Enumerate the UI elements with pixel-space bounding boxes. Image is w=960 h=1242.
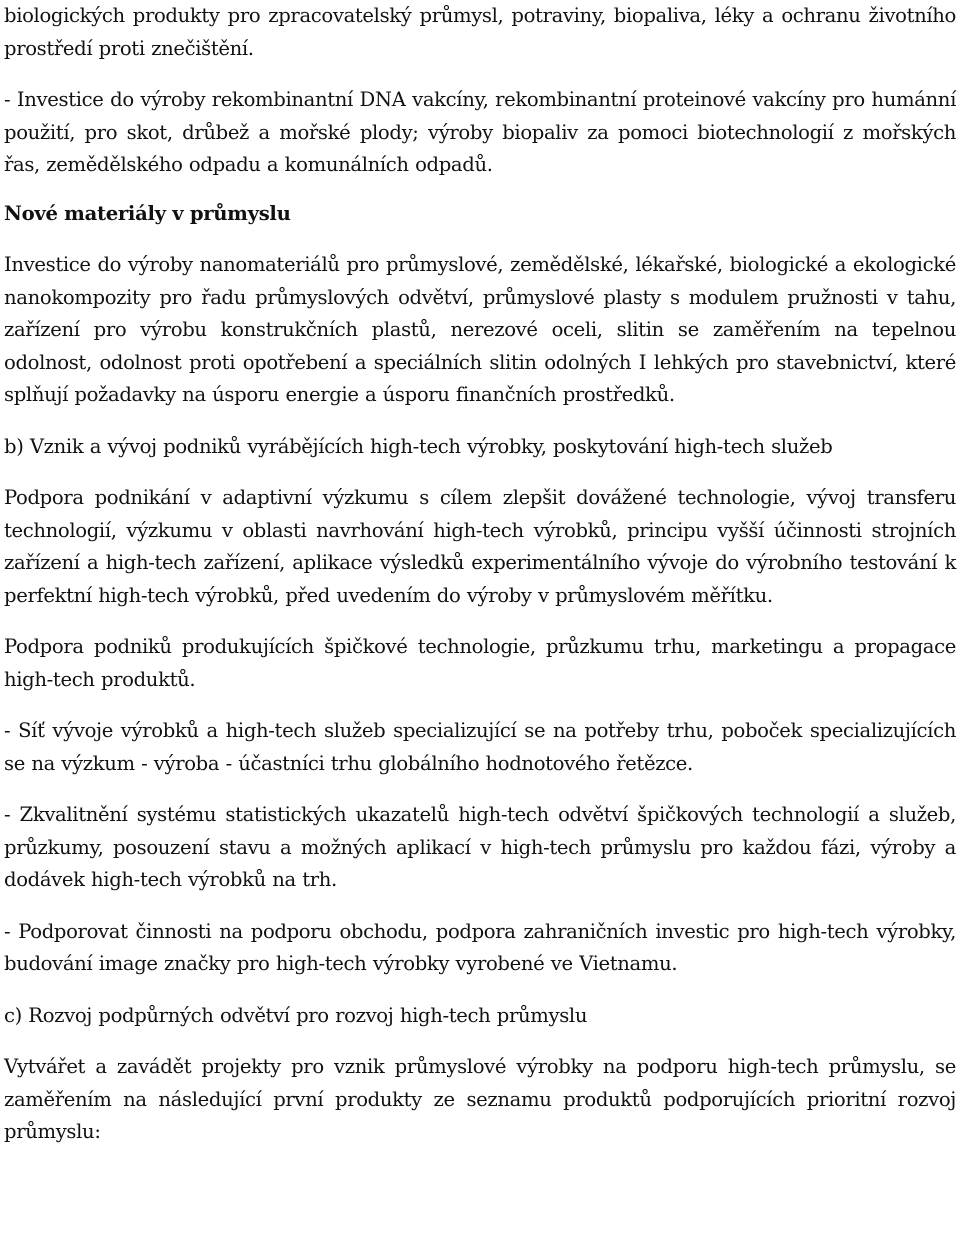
- document-page: [4, 0, 956, 1149]
- section-b-bullet-2: - Zkvalitnění systému statistických ukazatelů high-tech odvětví špičkových technologií a služeb, průzkumy, posouzení stavu a možných aplikací v high-tech průmyslu pro každou fázi, výroby a dodávek high-tech výrobků na trh.: [4, 803, 956, 891]
- section-b-bullet-1: - Síť vývoje výrobků a high-tech služeb specializující se na potřeby trhu, poboček specializujících se na výzkum - výroba - účastníci trhu globálního hodnotového řetězce.: [4, 719, 956, 775]
- materials-paragraph: Investice do výroby nanomateriálů pro průmyslové, zemědělské, lékařské, biologické a ekologické nanokompozity pro řadu průmyslových odvětví, průmyslové plasty s modulem pružnosti v tahu, zařízení pro výrobu konstrukčních plastů, nerezové oceli, slitin se zaměřením na tepelnou odolnost, odolnost proti opotřebení a speciálních slitin odolných I lehkých pro stavebnictví, které splňují požadavky na úsporu energie a úsporu finančních prostředků.: [4, 253, 956, 406]
- section-c-paragraph-1: Vytvářet a zavádět projekty pro vznik průmyslové výrobky na podporu high-tech průmyslu, se zaměřením na následující první produkty ze seznamu produktů podporujících prioritní rozvoj průmyslu:: [4, 1055, 956, 1143]
- section-b-paragraph-1: Podpora podnikání v adaptivní výzkumu s cílem zlepšit dovážené technologie, vývoj transferu technologií, výzkumu v oblasti navrhování high-tech výrobků, principu vyšší účinnosti strojních zařízení a high-tech zařízení, aplikace výsledků experimentálního vývoje do výrobního testování k perfektní high-tech výrobků, před uvedením do výroby v průmyslovém měřítku.: [4, 486, 956, 607]
- investment-bullet-paragraph: - Investice do výroby rekombinantní DNA vakcíny, rekombinantní proteinové vakcíny pro humánní použití, pro skot, drůbež a mořské plody; výroby biopaliv za pomoci biotechnologií z mořských řas, zemědělského odpadu a komunálních odpadů.: [4, 88, 956, 176]
- section-b-bullet-3: - Podporovat činnosti na podporu obchodu, podpora zahraničních investic pro high-tech výrobky, budování image značky pro high-tech výrobky vyrobené ve Vietnamu.: [4, 919, 956, 975]
- section-b-paragraph-2: Podpora podniků produkujících špičkové technologie, průzkumu trhu, marketingu a propagace high-tech produktů.: [4, 635, 956, 691]
- materials-heading: Nové materiály v průmyslu: [4, 201, 291, 225]
- section-c-heading: c) Rozvoj podpůrných odvětví pro rozvoj high-tech průmyslu: [4, 1003, 588, 1027]
- section-b-heading: b) Vznik a vývoj podniků vyrábějících high-tech výrobky, poskytování high-tech služeb: [4, 434, 833, 458]
- intro-continuation-paragraph: biologických produkty pro zpracovatelský průmysl, potraviny, biopaliva, léky a ochranu životního prostředí proti znečištění.: [4, 4, 956, 60]
